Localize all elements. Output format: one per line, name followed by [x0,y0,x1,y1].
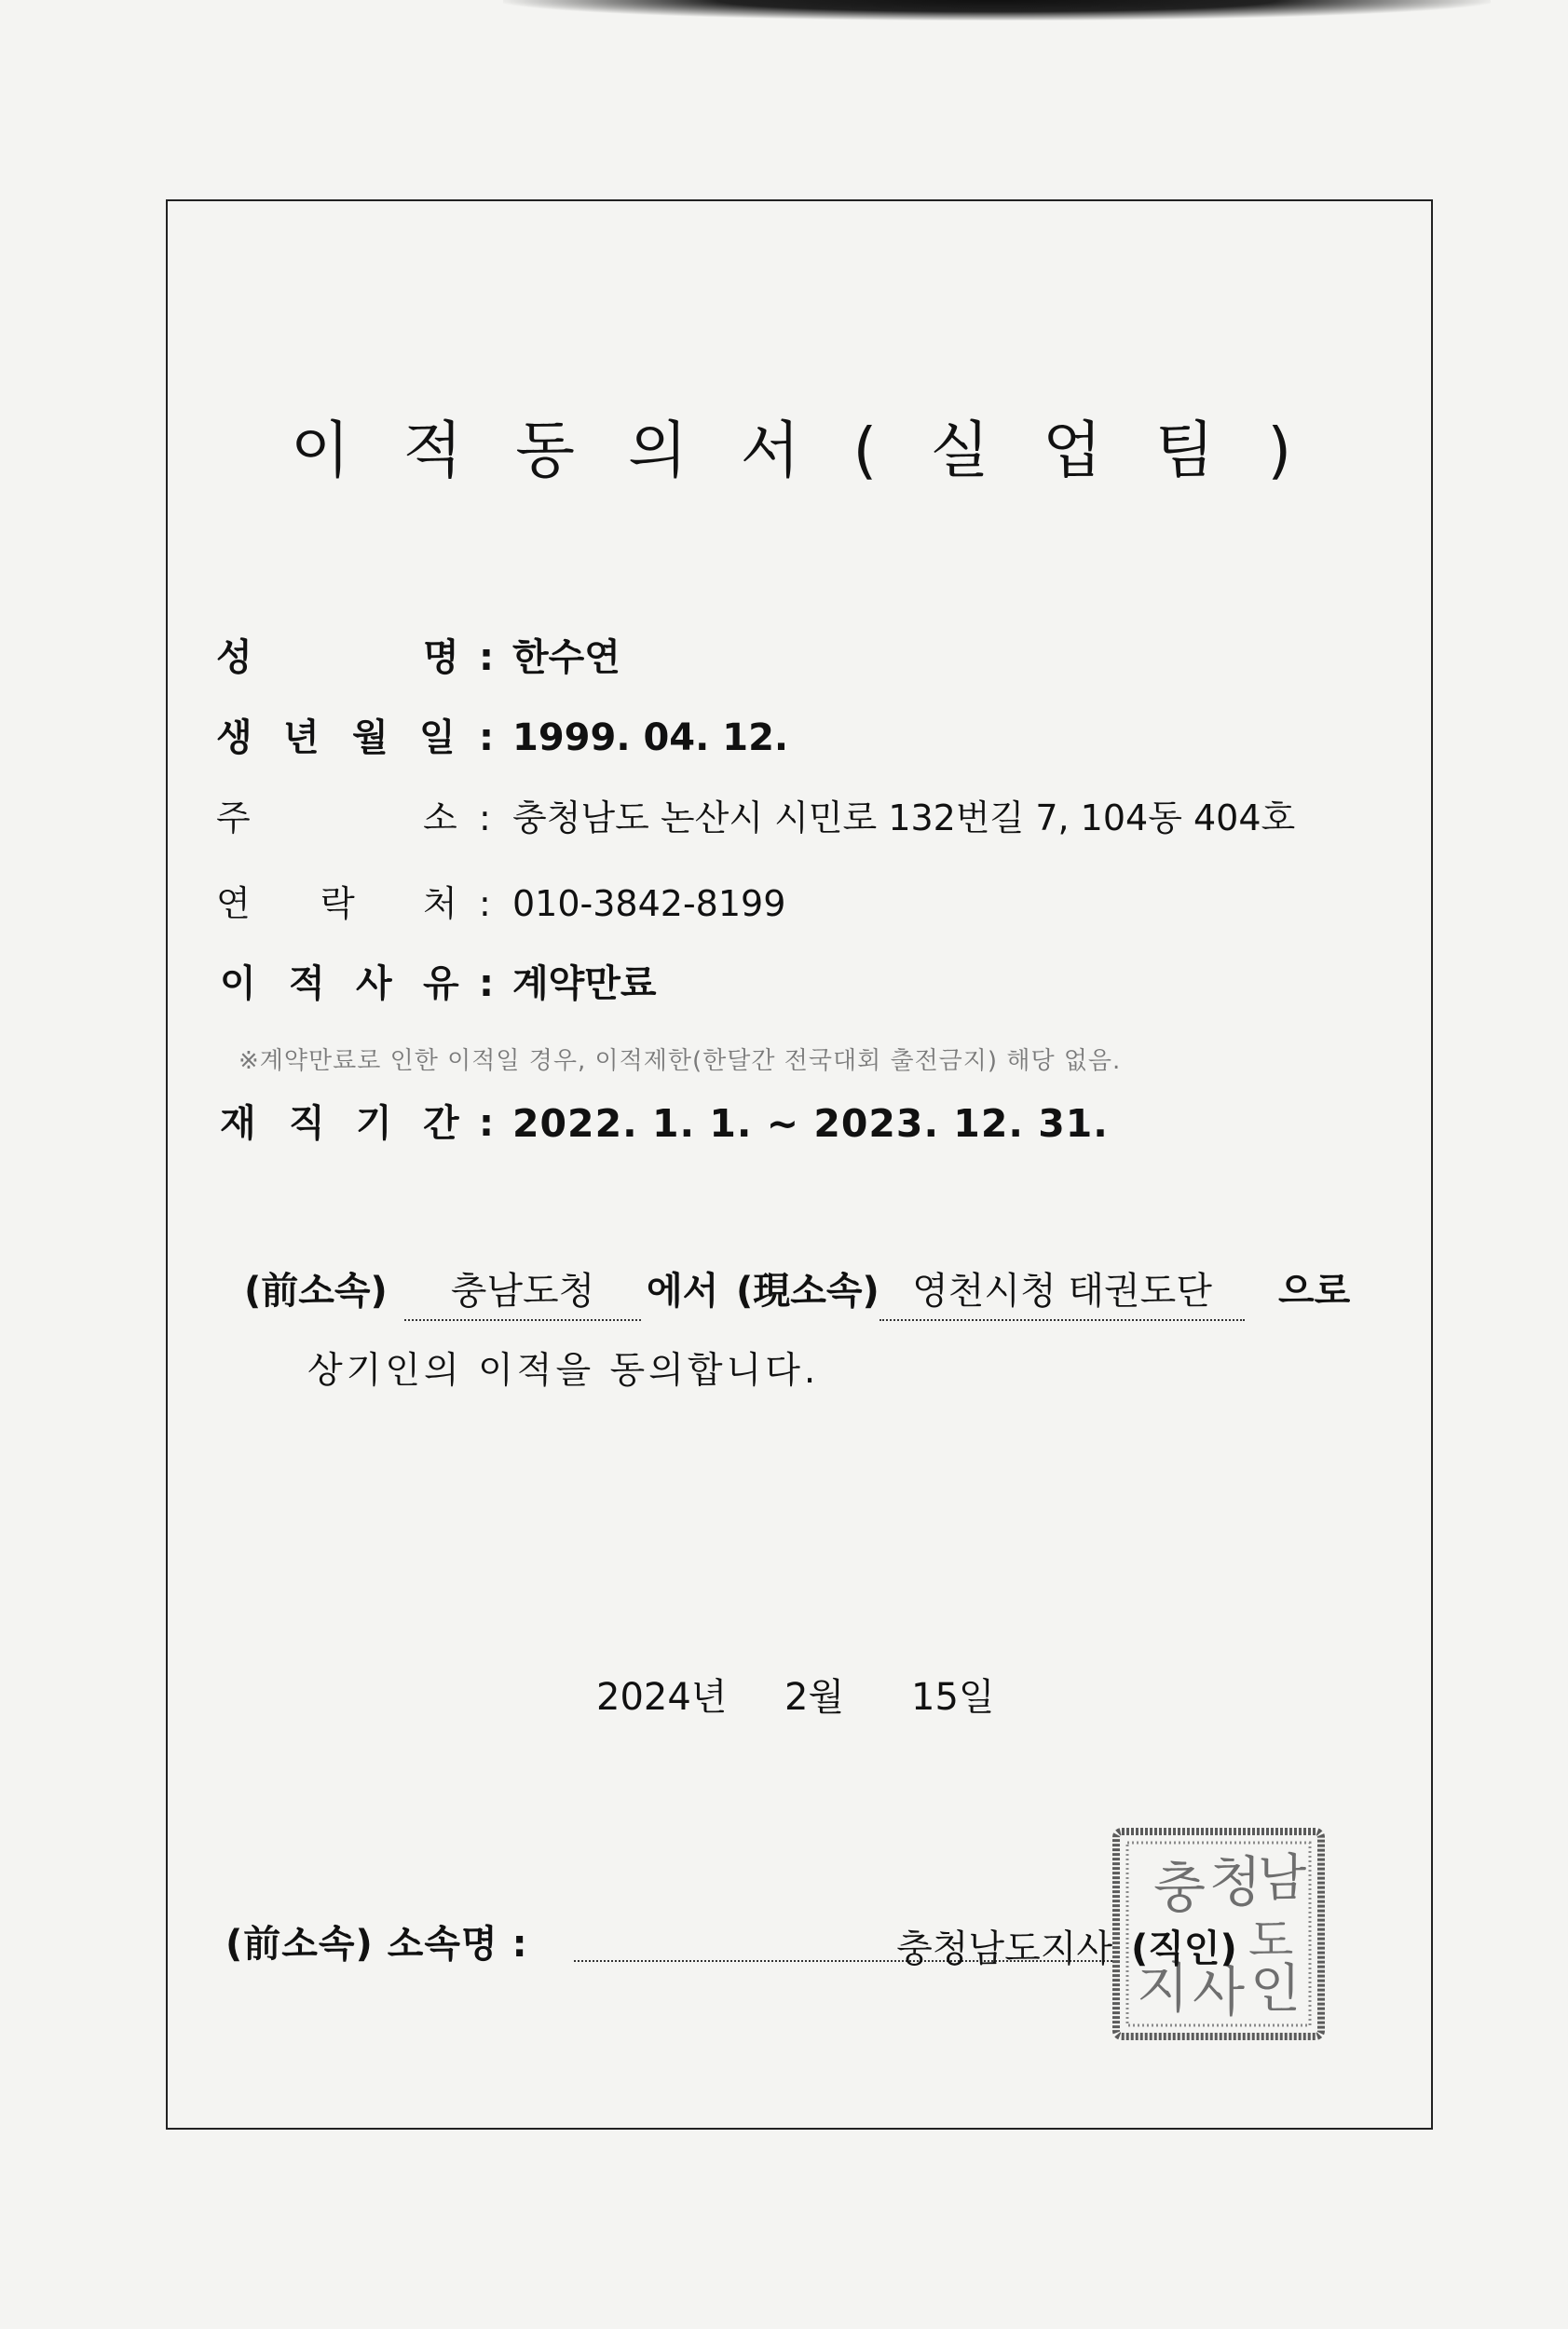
date-day: 15일 [911,1676,995,1719]
curr-affiliation-label: (現소속) [736,1270,879,1313]
from-word: 에서 [647,1270,719,1313]
field-phone-label: 연 락 처 [216,883,457,924]
document-title: 이 적 동 의 서 ( 실 업 팀 ) [290,415,1309,486]
field-name-label: 성 명 [216,636,459,679]
date-month: 2월 [784,1676,845,1719]
svg-text:사: 사 [1193,1960,1246,2023]
field-separator: : [479,636,494,679]
field-separator: : [479,962,494,1005]
field-reason-value: 계약만료 [512,962,657,1005]
svg-text:도: 도 [1248,1914,1294,1968]
field-address-label: 주 소 [216,797,457,838]
svg-text:청: 청 [1209,1850,1262,1914]
field-separator: : [479,883,491,924]
svg-text:지: 지 [1137,1956,1190,2020]
seal-note: (직인) [1131,1927,1237,1970]
transfer-restriction-note: ※계약만료로 인한 이적일 경우, 이적제한(한달간 전국대회 출전금지) 해당 없음. [239,1047,1122,1075]
field-phone-value: 010-3842-8199 [512,883,786,924]
footer-affiliation-label: (前소속) 소속명 : [225,1923,528,1966]
curr-team-name: 영천시청 태권도단 [879,1263,1245,1321]
field-separator: : [479,797,491,838]
field-separator: : [479,1102,494,1145]
photo-edge-shadow [503,0,1491,20]
consent-statement: 상기인의 이적을 동의합니다. [307,1350,820,1392]
field-tenure-label: 재 직 기 간 [220,1102,459,1145]
to-word: 으로 [1278,1270,1351,1313]
field-tenure-value: 2022. 1. 1. ~ 2023. 12. 31. [512,1101,1109,1146]
field-reason-label: 이 적 사 유 [220,962,459,1005]
field-name-value: 한수연 [512,636,620,679]
field-birthdate-label: 생 년 월 일 [216,716,456,759]
svg-text:충: 충 [1153,1856,1207,1919]
svg-text:남: 남 [1258,1848,1307,1907]
svg-text:인: 인 [1250,1959,1302,2020]
field-address-value: 충청남도 논산시 시민로 132번길 7, 104동 404호 [512,797,1296,838]
prev-affiliation-label: (前소속) [244,1270,388,1313]
signing-org-name: 충청남도지사 [896,1927,1112,1970]
field-birthdate-value: 1999. 04. 12. [512,716,789,759]
prev-team-name: 충남도청 [404,1263,641,1321]
field-separator: : [479,716,494,759]
date-year: 2024년 [596,1676,728,1719]
